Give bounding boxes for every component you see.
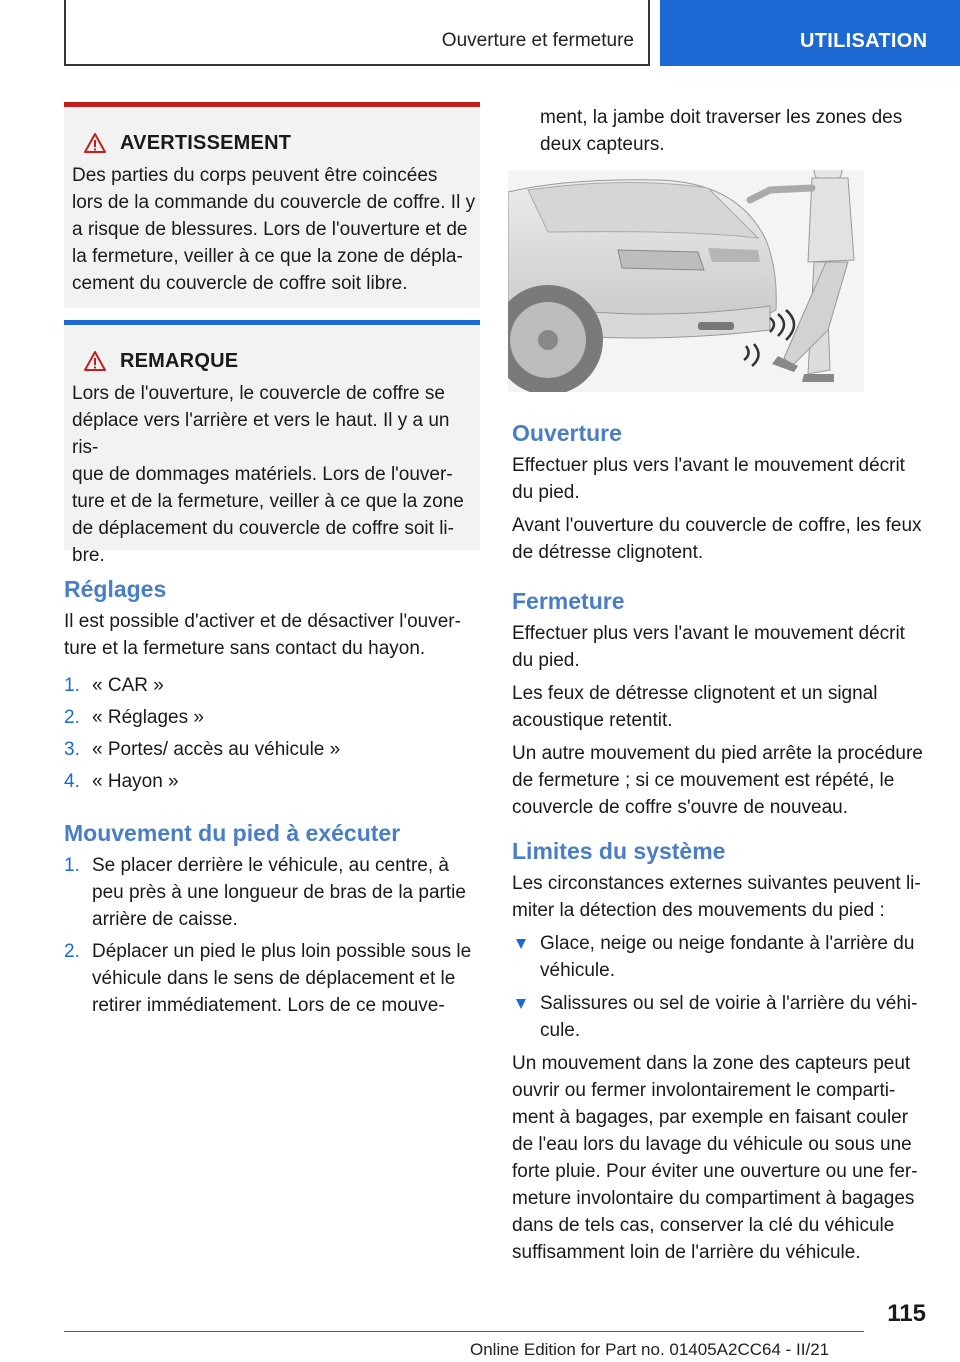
bullet-line: véhicule. (540, 960, 615, 981)
menu-path-step: « Hayon » (92, 771, 179, 792)
foot-movement-heading: Mouvement du pied à exécuter (64, 820, 401, 846)
limits-text (512, 870, 932, 1266)
limits-heading: Limites du système (512, 838, 726, 864)
warning-line: cement du couvercle de coffre soit libre. (72, 273, 408, 294)
notice-line: Lors de l'ouverture, le couvercle de coffre se (72, 383, 445, 404)
opening-line: du pied. (512, 482, 580, 503)
opening-line: Effectuer plus vers l'avant le mouvement décrit (512, 455, 905, 476)
bullet-line: Glace, neige ou neige fondante à l'arrière du (540, 933, 915, 954)
list-item (512, 990, 932, 1044)
notice-accent-bar (64, 320, 480, 325)
warning-line: lors de la commande du couvercle de coffre. Il y (72, 192, 476, 213)
closing-line: de fermeture ; si ce mouvement est répété, le (512, 770, 895, 791)
warning-title: AVERTISSEMENT (120, 131, 292, 154)
list-item (64, 704, 480, 731)
notice-line: bre. (72, 545, 105, 566)
continuation-line: ment, la jambe doit traverser les zones des (540, 107, 903, 128)
list-item (64, 768, 480, 795)
closing-line: Un autre mouvement du pied arrête la procédure (512, 743, 923, 764)
warning-text (72, 162, 478, 297)
step-number: 1. (64, 675, 80, 696)
menu-path-step: « Portes/ accès au véhicule » (92, 739, 341, 760)
list-item (64, 852, 480, 933)
step-line: retirer immédiatement. Lors de ce mouve- (92, 995, 445, 1016)
bullet-line: Salissures ou sel de voirie à l'arrière du véhi- (540, 993, 918, 1014)
bullet-line: cule. (540, 1020, 581, 1041)
notice-text (72, 380, 478, 569)
edition-footer: Online Edition for Part no. 01405A2CC64 - II/21 (470, 1340, 830, 1359)
step-line: Déplacer un pied le plus loin possible sous le (92, 941, 472, 962)
step-line: arrière de caisse. (92, 909, 238, 930)
opening-line: Avant l'ouverture du couvercle de coffre, les feux (512, 515, 922, 536)
menu-path-step: « Réglages » (92, 707, 204, 728)
warning-line: Des parties du corps peuvent être coincées (72, 165, 438, 186)
car-rear-sensor-illustration (508, 170, 864, 392)
warning-line: a risque de blessures. Lors de l'ouverture et de (72, 219, 468, 240)
closing-line: du pied. (512, 650, 580, 671)
bullet-triangle-icon (516, 939, 526, 949)
warning-triangle-icon (84, 133, 106, 153)
settings-intro-line: ture et la fermeture sans contact du hayon. (64, 638, 426, 659)
limits-closing-line: dans de tels cas, conserver la clé du véhicule (512, 1215, 895, 1236)
footer-divider (64, 1331, 864, 1332)
step-number: 1. (64, 855, 80, 876)
opening-line: de détresse clignotent. (512, 542, 704, 563)
notice-line: ture et de la fermeture, veiller à ce que la zone (72, 491, 464, 512)
foot-movement-steps (64, 852, 480, 1024)
settings-heading: Réglages (64, 576, 167, 602)
limits-closing-line: suffisamment loin de l'arrière du véhicule. (512, 1242, 861, 1263)
closing-line: Les feux de détresse clignotent et un signal (512, 683, 878, 704)
list-item (64, 938, 480, 1019)
header-chapter-box (64, 0, 650, 66)
limits-closing-line: ment à bagages, par exemple en faisant couler (512, 1107, 909, 1128)
list-item (64, 672, 480, 699)
opening-heading: Ouverture (512, 420, 622, 446)
limits-closing-line: ouvrir ou fermer involontairement le comparti- (512, 1080, 896, 1101)
limits-closing-line: forte pluie. Pour éviter une ouverture ou une fer- (512, 1161, 918, 1182)
step-line: peu près à une longueur de bras de la partie (92, 882, 466, 903)
settings-steps (64, 672, 480, 800)
notice-title: REMARQUE (120, 349, 239, 372)
limits-intro-line: Les circonstances externes suivantes peuvent li- (512, 873, 921, 894)
warning-line: la fermeture, veiller à ce que la zone de dépla- (72, 246, 463, 267)
notice-line: déplace vers l'arrière et vers le haut. Il y a un ris- (72, 410, 450, 458)
notice-box (64, 320, 480, 566)
warning-accent-bar (64, 102, 480, 107)
step-line: Se placer derrière le véhicule, au centre, à (92, 855, 449, 876)
notice-line: que de dommages matériels. Lors de l'ouver- (72, 464, 453, 485)
step-number: 4. (64, 771, 80, 792)
header-section-tab (660, 0, 960, 66)
step-number: 2. (64, 707, 80, 728)
chapter-title: Ouverture et fermeture (441, 30, 634, 51)
settings-intro (64, 608, 480, 662)
step-number: 3. (64, 739, 80, 760)
opening-text (512, 452, 932, 566)
settings-intro-line: Il est possible d'activer et de désactiver l'ouver- (64, 611, 461, 632)
foot-gesture-illustration (508, 170, 864, 392)
limits-closing-line: de l'eau lors du lavage du véhicule ou sous une (512, 1134, 912, 1155)
warning-box (64, 102, 480, 308)
warning-triangle-icon (84, 351, 106, 371)
section-title: UTILISATION (800, 30, 928, 52)
bullet-triangle-icon (516, 999, 526, 1009)
list-item (512, 930, 932, 984)
closing-heading: Fermeture (512, 588, 625, 614)
closing-line: acoustique retentit. (512, 710, 673, 731)
closing-line: couvercle de coffre s'ouvre de nouveau. (512, 797, 848, 818)
step-number: 2. (64, 941, 80, 962)
continuation-line: deux capteurs. (540, 134, 665, 155)
notice-line: de déplacement du couvercle de coffre soit li- (72, 518, 454, 539)
closing-line: Effectuer plus vers l'avant le mouvement décrit (512, 623, 905, 644)
limits-closing-line: meture involontaire du compartiment à bagages (512, 1188, 915, 1209)
closing-text (512, 620, 932, 821)
menu-path-step: « CAR » (92, 675, 164, 696)
list-item (64, 736, 480, 763)
foot-movement-continuation (540, 104, 936, 158)
page-number: 115 (887, 1300, 926, 1327)
step-line: véhicule dans le sens de déplacement et le (92, 968, 456, 989)
limits-intro-line: miter la détection des mouvements du pied : (512, 900, 885, 921)
limits-closing-line: Un mouvement dans la zone des capteurs peut (512, 1053, 911, 1074)
